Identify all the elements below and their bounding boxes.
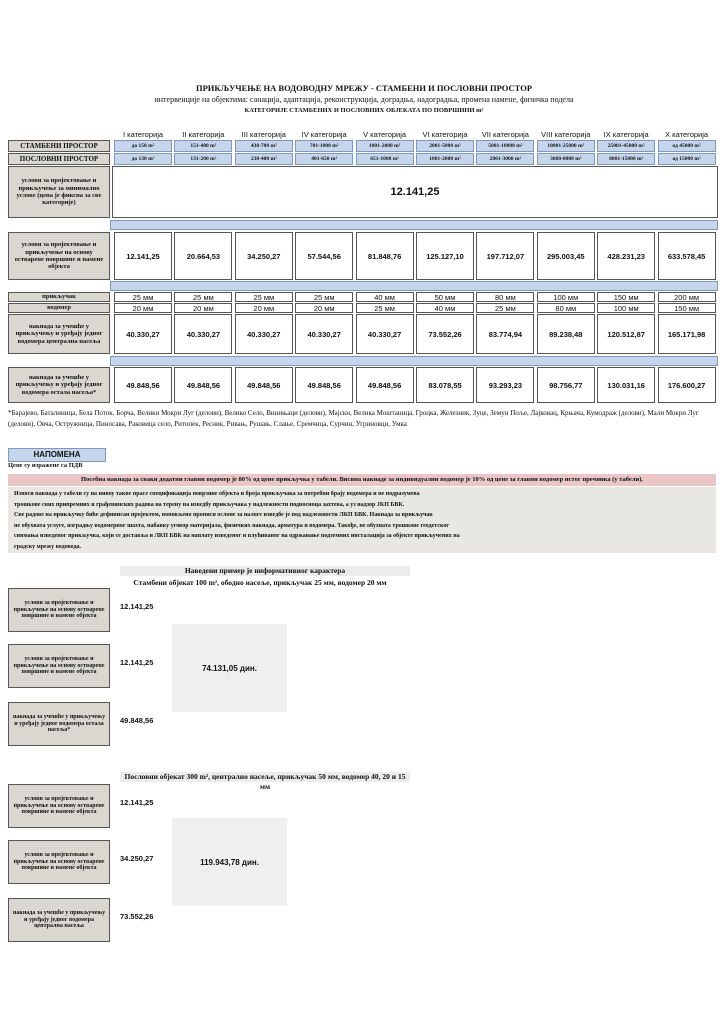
business-range: 3000-8000 m² <box>537 153 595 165</box>
connection-value: 100 мм <box>537 292 595 302</box>
example1-label-1: услови за пројектовање и прикључење на основу остварене површине и намене објекта <box>8 588 110 632</box>
connection-value: 25 мм <box>295 292 353 302</box>
row-area-value: 81.848,76 <box>356 232 414 280</box>
note-heading: НАПОМЕНА <box>8 448 106 462</box>
connection-value: 40 мм <box>356 292 414 302</box>
example2-value-2: 34.250,27 <box>120 854 154 863</box>
other-fee-value: 83.078,55 <box>416 367 474 403</box>
other-fee-value: 49.848,56 <box>295 367 353 403</box>
row-area-value: 57.544,56 <box>295 232 353 280</box>
category-header: III категорија <box>241 130 286 139</box>
example1-value-2: 12.141,25 <box>120 658 154 667</box>
other-fee-value: 49.848,56 <box>235 367 293 403</box>
note-vat: Цене су изражене са ПДВ <box>8 462 83 469</box>
example2-value-1: 12.141,25 <box>120 798 154 807</box>
business-range: од 15000 m² <box>658 153 716 165</box>
example2-title: Пословни објекат 300 m², централно насеље, прикључак 50 мм, водомер 40, 20 и 15 мм <box>120 772 410 782</box>
central-fee-value: 40.330,27 <box>174 314 232 354</box>
business-range: 651-1000 m² <box>356 153 414 165</box>
row-area-value: 428.231,23 <box>597 232 655 280</box>
example2-value-3: 73.552,26 <box>120 912 154 921</box>
row-area-label: услови за пројектовање и прикључење на основу остварене површине и намене објекта <box>8 232 110 280</box>
example1-title: Стамбени објекат 100 m², ободно насеље, прикључак 25 мм, водомер 20 мм <box>133 578 387 587</box>
category-header: IV категорија <box>301 130 347 139</box>
residential-range: 1001-2000 m² <box>356 140 414 152</box>
meter-label: водомер <box>8 303 110 313</box>
category-header: X категорија <box>665 130 709 139</box>
business-range: 8001-15000 m² <box>597 153 655 165</box>
category-header: II категорија <box>182 130 225 139</box>
meter-value: 20 мм <box>295 303 353 313</box>
central-fee-value: 40.330,27 <box>356 314 414 354</box>
connection-value: 25 мм <box>114 292 172 302</box>
other-fee-value: 49.848,56 <box>114 367 172 403</box>
example2-label-3: накнада за учешће у прикључењу и уређају једног водомера централна насеља <box>8 898 110 942</box>
note-paragraph-line: Износи накнада у табели су на нивоу такве прасе спецификација поврзине објекта и броја прикључака за потребни брају водомера и не подразумева <box>14 491 420 497</box>
row-area-value: 633.578,45 <box>658 232 716 280</box>
note-paragraph-line: трошкове свих припремних и грађевинских радова на терену на изведбу прикључака у надлежности подносиоца захтева, а уз надзор ЈКП БВК. <box>14 501 405 508</box>
footnote: *Барајево, Баталиница, Бела Поток, Борча, Велики Мокри Луг (делови), Велико Село, Винињаци (делови), Мајски, Велика Моштаница, Гроцка, Железник, Зуце, Земун Поље, Лајковац, Крњача, Кумодраж (делови), Мали Мокри Луг (делови), Овча, Остружница, Пиносава, Раковица село, Ритопек, Ресник, Ривањ, Рушањ, Слање, Сремчица, Сурчин, Угриновци, Умка <box>8 409 699 428</box>
note-paragraph <box>8 487 716 554</box>
connection-label: прикључак <box>8 292 110 302</box>
example2-total: 119.943,78 дин. <box>172 818 287 906</box>
other-fee-value: 49.848,56 <box>174 367 232 403</box>
meter-value: 20 мм <box>114 303 172 313</box>
residential-range: 2001-5000 m² <box>416 140 474 152</box>
business-range: 1001-2000 m² <box>416 153 474 165</box>
connection-value: 200 мм <box>658 292 716 302</box>
business-range: 2001-3000 m² <box>476 153 534 165</box>
residential-range: 25001-45000 m² <box>597 140 655 152</box>
residential-range: 430-700 m² <box>235 140 293 152</box>
example1-total: 74.131,05 дин. <box>172 624 287 712</box>
business-range: 230-400 m² <box>235 153 293 165</box>
meter-value: 20 мм <box>174 303 232 313</box>
residential-range: 701-1000 m² <box>295 140 353 152</box>
row-minimum-label: услови за пројектовање и прикључење за минимално услове (цена је фиксна за све категорије) <box>8 166 110 218</box>
example1-value-1: 12.141,25 <box>120 602 154 611</box>
business-range: 131-200 m² <box>174 153 232 165</box>
page-subtitle: интервенције на објектима: санација, адаптација, реконструкција, доградња, надоградња, промена намене, физичка подела <box>154 95 574 104</box>
row-area-value: 12.141,25 <box>114 232 172 280</box>
row-area-value: 197.712,07 <box>476 232 534 280</box>
business-range: до 130 m² <box>114 153 172 165</box>
meter-value: 100 мм <box>597 303 655 313</box>
meter-value: 25 мм <box>476 303 534 313</box>
residential-range: 5001-10000 m² <box>476 140 534 152</box>
residential-range: 151-400 m² <box>174 140 232 152</box>
residential-range: од 45000 m² <box>658 140 716 152</box>
meter-value: 80 мм <box>537 303 595 313</box>
row-area-value: 20.664,53 <box>174 232 232 280</box>
business-range: 401-650 m² <box>295 153 353 165</box>
central-fee-value: 40.330,27 <box>114 314 172 354</box>
residential-label: СТАМБЕНИ ПРОСТОР <box>8 140 110 152</box>
central-fee-value: 120.512,87 <box>597 314 655 354</box>
example1-label-2: услови за пројектовање и прикључење на основу остварене површине и намене објекта <box>8 644 110 688</box>
band <box>110 356 718 366</box>
other-fee-label: накнада за учешће у прикључењу и уређају једног водомера остала насеља* <box>8 367 110 403</box>
central-fee-value: 165.171,98 <box>658 314 716 354</box>
note-pink-bar: Посебна накнада за сваки додатни главни водомер је 80% од цене прикључка у табели. Висина накнаде за индивидуални водомер је 10% од цене за главни водомер истог пречника (у табели). <box>8 474 716 486</box>
residential-range: до 150 m² <box>114 140 172 152</box>
category-header: VI категорија <box>422 130 468 139</box>
category-header: V категорија <box>363 130 407 139</box>
row-area-value: 34.250,27 <box>235 232 293 280</box>
connection-value: 80 мм <box>476 292 534 302</box>
note-paragraph-line: Све радове на прикључку биће дефинисан пројектом, поновљено прописи ослоне за налоге изведбе је под надлежности ЛКП БВК. Накнада за прикључак <box>14 512 433 518</box>
central-fee-value: 89.238,48 <box>537 314 595 354</box>
note-paragraph-box <box>8 487 716 553</box>
categories-caption: КАТЕГОРИЈЕ СТАМБЕНИХ И ПОСЛОВНИХ ОБЈЕКАТА ПО ПОВРШИНИ m² <box>244 107 484 114</box>
central-fee-value: 40.330,27 <box>295 314 353 354</box>
example2-label-2: услови за пројектовање и прикључење на основу остварене површине и намене објекта <box>8 840 110 884</box>
other-fee-value: 176.600,27 <box>658 367 716 403</box>
business-label: ПОСЛОВНИ ПРОСТОР <box>8 153 110 165</box>
connection-value: 150 мм <box>597 292 655 302</box>
meter-value: 20 мм <box>235 303 293 313</box>
example1-value-3: 49.848,56 <box>120 716 154 725</box>
category-header: VII категорија <box>481 130 529 139</box>
example1-label-3: накнада за учешће у прикључењу и уређају једног водомера остала насеља* <box>8 702 110 746</box>
row-minimum-value: 12.141,25 <box>112 166 718 218</box>
note-paragraph-line: градску мрежу водовода. <box>14 543 82 550</box>
examples-heading: Наведени пример је информативног карактера <box>120 566 410 576</box>
other-fee-value: 98.756,77 <box>537 367 595 403</box>
connection-value: 50 мм <box>416 292 474 302</box>
central-fee-value: 73.552,26 <box>416 314 474 354</box>
row-area-value: 295.003,45 <box>537 232 595 280</box>
central-fee-value: 83.774,94 <box>476 314 534 354</box>
residential-range: 10001-25000 m² <box>537 140 595 152</box>
connection-value: 25 мм <box>174 292 232 302</box>
central-fee-value: 40.330,27 <box>235 314 293 354</box>
note-paragraph-line: снимања изведеног прикључка, који се доставља и ЛКП БВК на наплату изведеног и плућиваног на одржавање подземних инсталација за објекте прикључених на <box>14 533 460 539</box>
other-fee-value: 49.848,56 <box>356 367 414 403</box>
central-fee-label: накнада за учешће у прикључењу и уређају једног водомера централна насеља <box>8 314 110 354</box>
meter-value: 25 мм <box>356 303 414 313</box>
page-title: ПРИКЉУЧЕЊЕ НА ВОДОВОДНУ МРЕЖУ - СТАМБЕНИ И ПОСЛОВНИ ПРОСТОР <box>195 83 533 93</box>
category-header: IX категорија <box>603 130 649 139</box>
other-fee-value: 130.031,16 <box>597 367 655 403</box>
meter-value: 40 мм <box>416 303 474 313</box>
category-header: I категорија <box>122 130 164 139</box>
other-fee-value: 93.293,23 <box>476 367 534 403</box>
example2-label-1: услови за пројектовање и прикључење на основу остварене површине и намене објекта <box>8 784 110 828</box>
row-area-value: 125.127,10 <box>416 232 474 280</box>
connection-value: 25 мм <box>235 292 293 302</box>
category-header: VIII категорија <box>541 130 591 139</box>
note-paragraph-line: не обухвата услуге, изградњу водомерног шахта, набавку уговор материјала, физичких накнада, арматура и водомера. Такође, не обухвата трошкове геодетског <box>14 522 450 529</box>
band <box>110 220 718 230</box>
band <box>110 281 718 291</box>
meter-value: 150 мм <box>658 303 716 313</box>
